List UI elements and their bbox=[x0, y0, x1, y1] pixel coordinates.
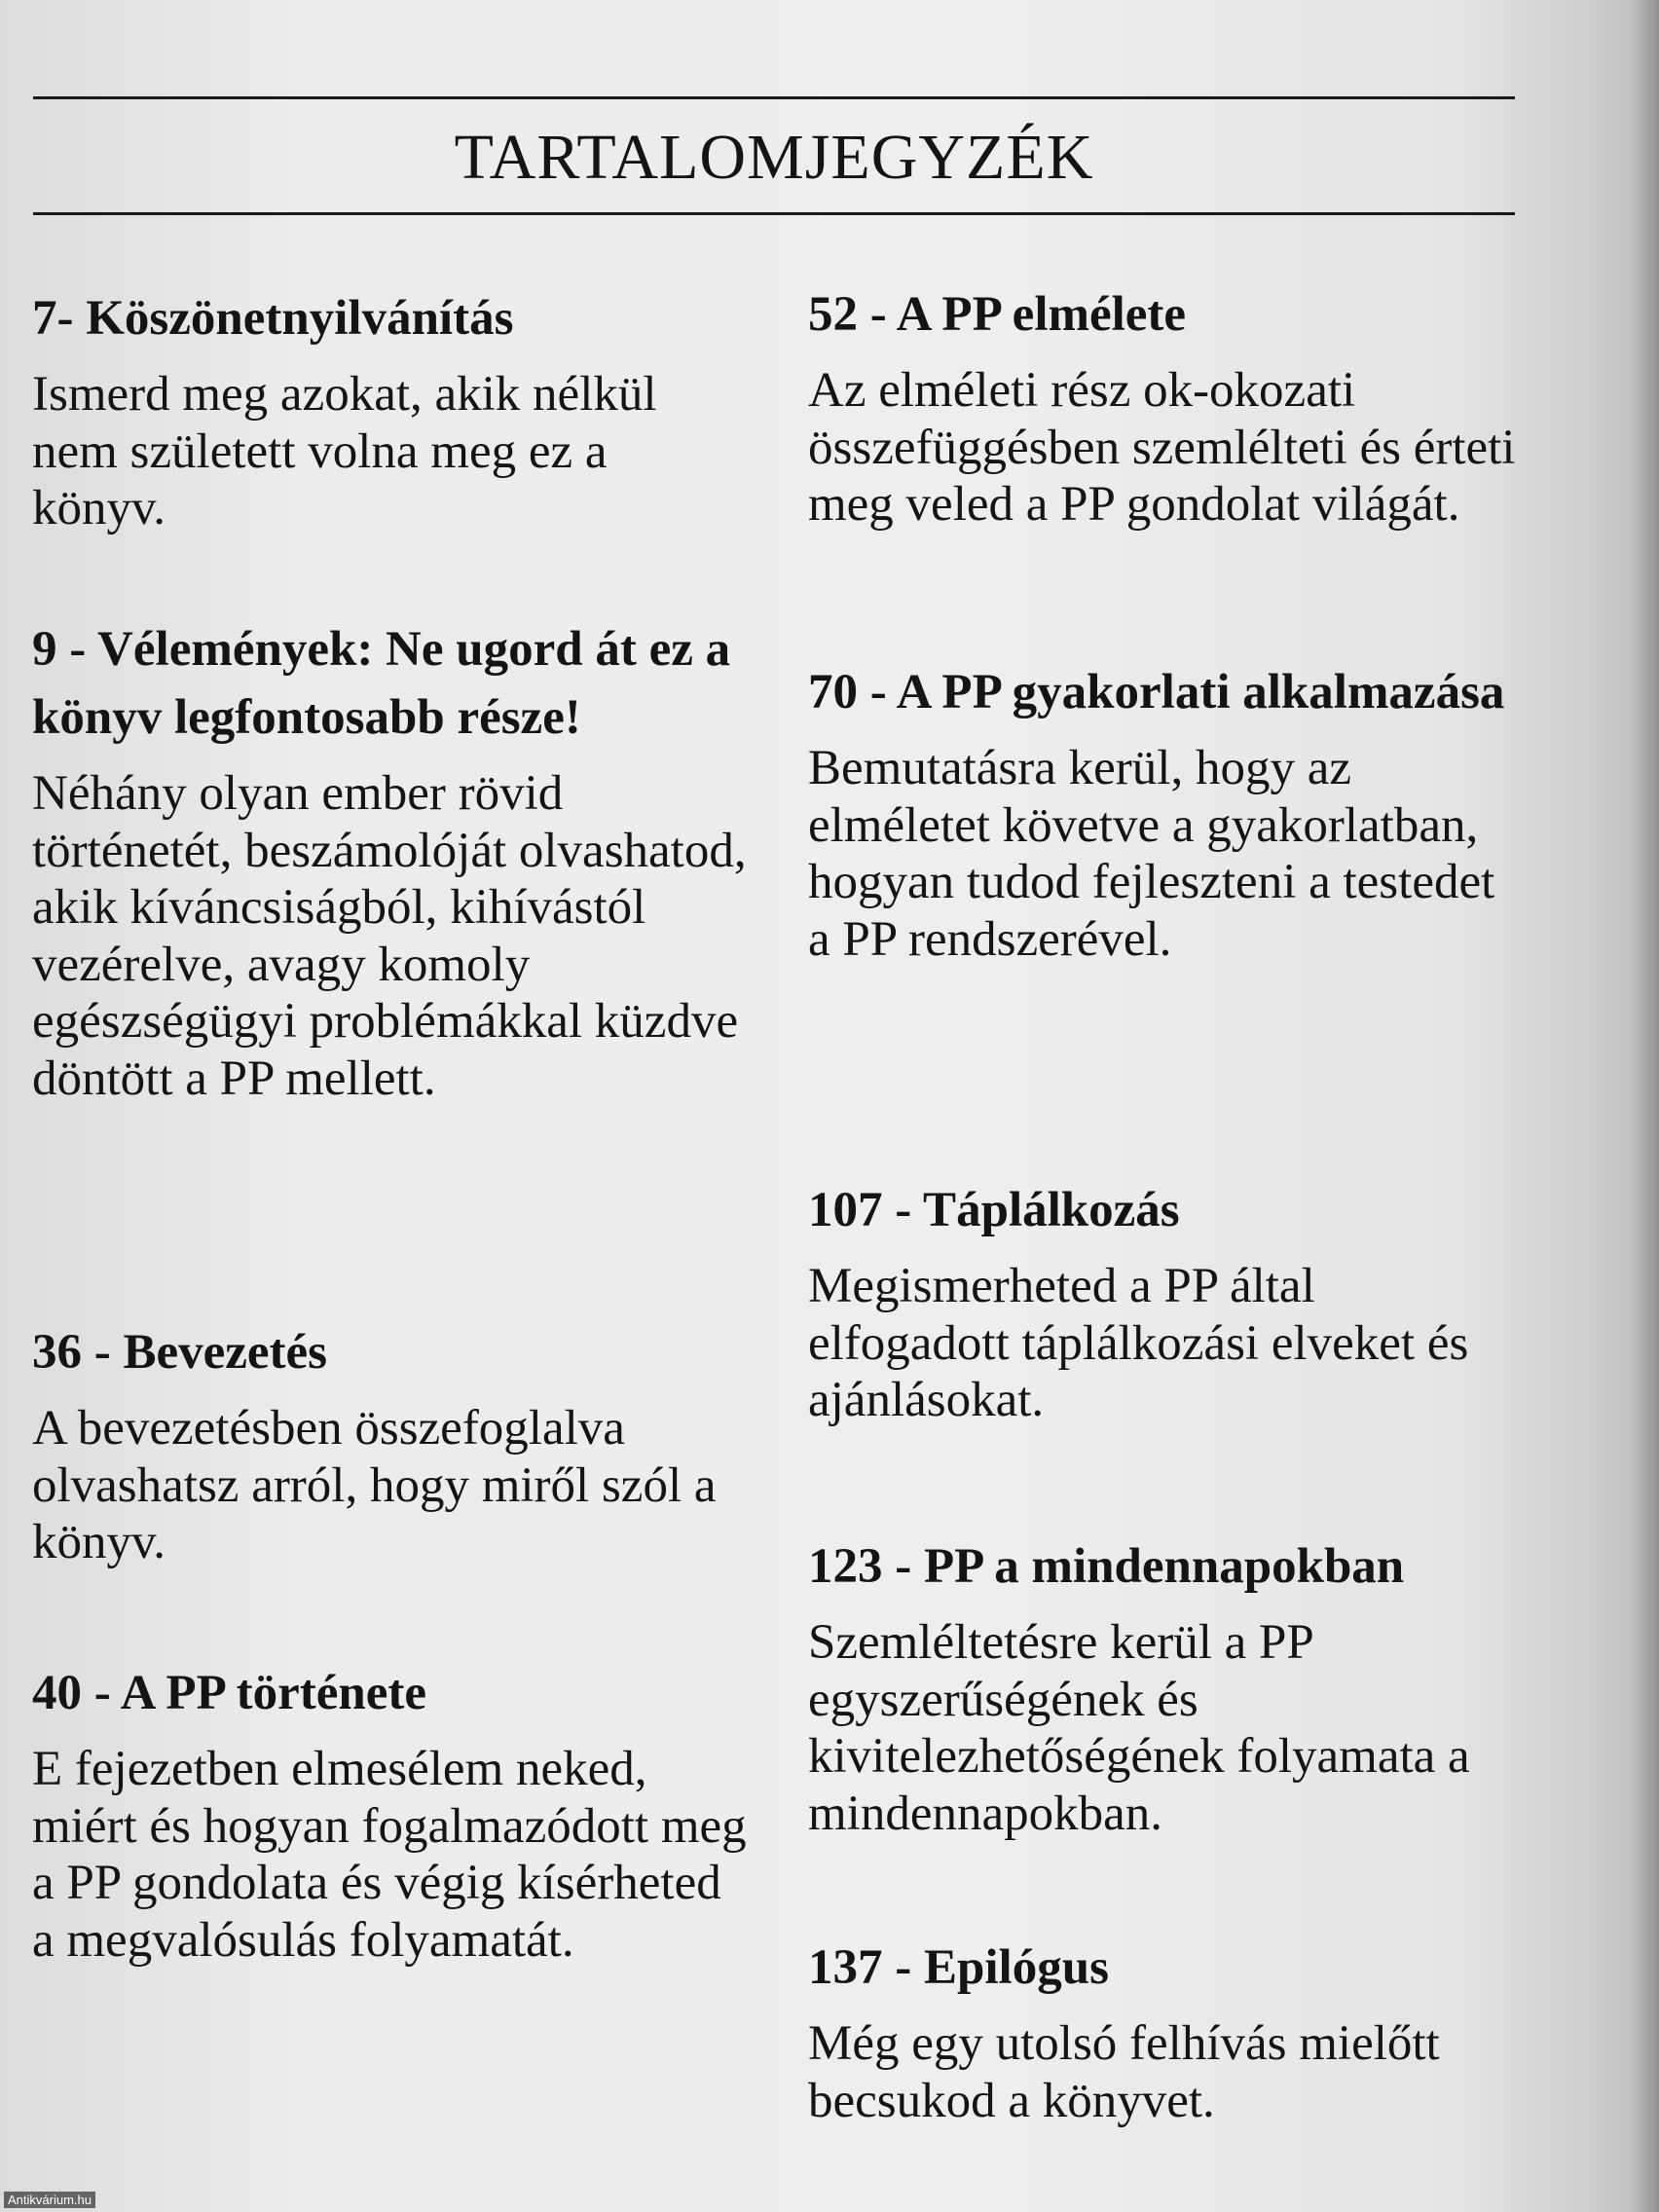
toc-entry-heading: 137 - Epilógus bbox=[808, 1940, 1109, 1995]
toc-entry-description: Megismerheted a PP által elfogadott táplálkozási elveket és ajánlásokat. bbox=[808, 1259, 1469, 1427]
toc-entry bbox=[808, 1532, 1529, 1842]
toc-entry-heading: 7- Köszönetnyilvánítás bbox=[32, 291, 514, 346]
toc-entry bbox=[32, 615, 753, 1107]
toc-entry bbox=[808, 1934, 1529, 2129]
toc-entry-heading: 107 - Táplálkozás bbox=[808, 1183, 1180, 1237]
toc-entry bbox=[808, 658, 1529, 968]
toc-entry-description: Néhány olyan ember rövid történetét, beszámolóját olvashatod, akik kíváncsiságból, kihívástól vezérelve, avagy komoly egészségügyi problémákkal küzdve döntött a PP mellett. bbox=[32, 766, 747, 1106]
toc-entry bbox=[32, 1318, 753, 1571]
toc-entry-heading: 36 - Bevezetés bbox=[32, 1325, 328, 1380]
toc-entry-heading: 70 - A PP gyakorlati alkalmazása bbox=[808, 665, 1505, 719]
source-watermark: Antikvárium.hu bbox=[4, 2192, 95, 2208]
toc-entry-description: Szemléltetésre kerül a PP egyszerűségének és kivitelezhetőségének folyamata a mindennapokban. bbox=[808, 1615, 1470, 1841]
toc-entry bbox=[808, 1176, 1529, 1429]
toc-entry bbox=[32, 284, 753, 537]
toc-entry-description: A bevezetésben összefoglalva olvashatsz arról, hogy miről szól a könyv. bbox=[32, 1401, 717, 1569]
toc-entry-description: E fejezetben elmesélem neked, miért és hogyan fogalmazódott meg a PP gondolata és végig kísérheted a megvalósulás folyamatát. bbox=[32, 1742, 747, 1968]
toc-entry bbox=[808, 280, 1529, 534]
toc-entry-description: Ismerd meg azokat, akik nélkül nem született volna meg ez a könyv. bbox=[32, 367, 657, 535]
toc-entry-heading: 9 - Vélemények: Ne ugord át ez a könyv legfontosabb része! bbox=[32, 622, 731, 745]
page-edge-shadow bbox=[1632, 0, 1659, 2212]
title-bottom-rule bbox=[33, 212, 1515, 215]
toc-entry-heading: 123 - PP a mindennapokban bbox=[808, 1539, 1405, 1594]
toc-entry-heading: 40 - A PP története bbox=[32, 1666, 427, 1720]
page-title: TARTALOMJEGYZÉK bbox=[454, 122, 1094, 193]
title-top-rule bbox=[33, 96, 1515, 99]
toc-entry-description: Bemutatásra kerül, hogy az elméletet követve a gyakorlatban, hogyan tudod fejleszteni a testedet a PP rendszerével. bbox=[808, 741, 1495, 967]
toc-entry-description: Még egy utolsó felhívás mielőtt becsukod a könyvet. bbox=[808, 2016, 1440, 2128]
toc-entry bbox=[32, 1659, 753, 1969]
toc-entry-heading: 52 - A PP elmélete bbox=[808, 287, 1187, 342]
toc-entry-description: Az elméleti rész ok-okozati összefüggésben szemlélteti és érteti meg veled a PP gondolat világát. bbox=[808, 363, 1516, 532]
